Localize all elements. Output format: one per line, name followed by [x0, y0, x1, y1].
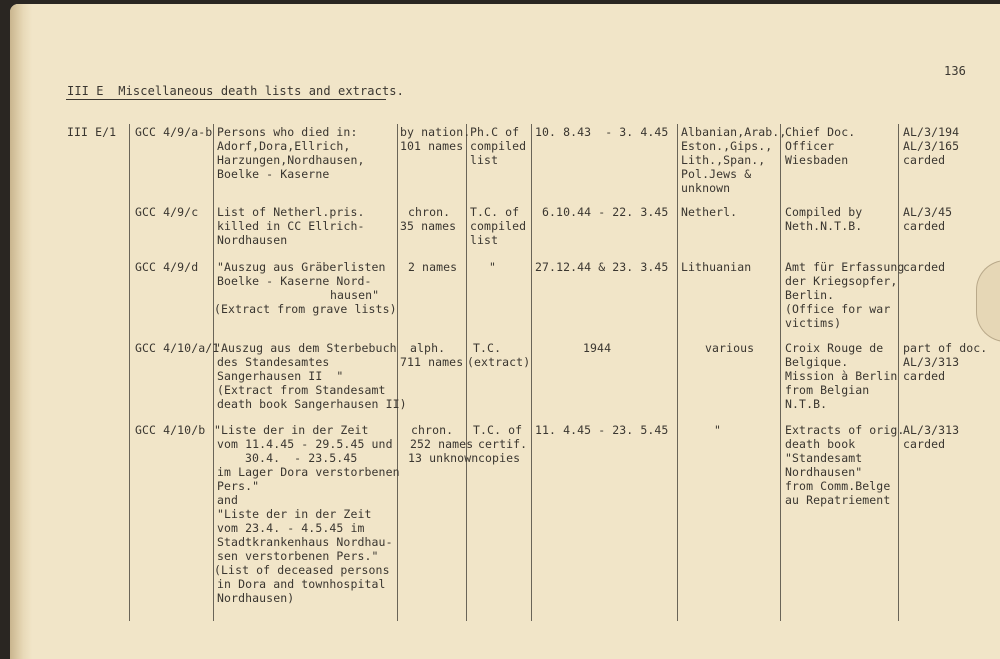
- row-description-line: List of Netherl.pris.: [217, 205, 365, 219]
- row-dates-line: 10. 8.43 - 3. 4.45: [535, 125, 669, 139]
- row-arrangement-line: 35 names: [400, 219, 457, 233]
- row-dates-line: 11. 4.45 - 23. 5.45: [535, 423, 669, 437]
- row-form-line: T.C. of: [470, 205, 520, 219]
- row-reference-line: AL/3/165: [903, 139, 960, 153]
- row-description-line: Nordhausen): [217, 591, 295, 605]
- column-rule: [898, 124, 899, 621]
- row-description-line: sen verstorbenen Pers.": [217, 549, 379, 563]
- document-page: [10, 4, 1000, 659]
- row-description-line: Adorf,Dora,Ellrich,: [217, 139, 351, 153]
- row-nationality-line: various: [705, 341, 755, 355]
- row-source-line: N.T.B.: [785, 397, 828, 411]
- row-source-line: Mission à Berlin: [785, 369, 898, 383]
- row-description-line: (List of deceased persons: [214, 563, 390, 577]
- row-ref: GCC 4/9/a-b: [135, 125, 213, 139]
- heading-underline: [66, 99, 386, 100]
- row-description-line: des Standesamtes: [217, 355, 330, 369]
- row-reference-line: AL/3/45: [903, 205, 953, 219]
- row-source-line: from Belgian: [785, 383, 870, 397]
- row-description-line: vom 11.4.45 - 29.5.45 und: [217, 437, 393, 451]
- row-source-line: Croix Rouge de: [785, 341, 884, 355]
- row-description-line: killed in CC Ellrich-: [217, 219, 365, 233]
- row-arrangement-line: 2 names: [408, 260, 458, 274]
- row-source-line: Chief Doc.: [785, 125, 856, 139]
- row-description-line: Nordhausen: [217, 233, 288, 247]
- row-source-line: (Office for war: [785, 302, 891, 316]
- row-form-line: compiled: [470, 139, 527, 153]
- row-description-line: Persons who died in:: [217, 125, 358, 139]
- column-rule: [397, 124, 398, 621]
- row-description-line: and: [217, 493, 239, 507]
- row-description-line: in Dora and townhospital: [217, 577, 386, 591]
- row-form-line: Ph.C of: [470, 125, 520, 139]
- row-ref: GCC 4/9/c: [135, 205, 199, 219]
- row-description-line: death book Sangerhausen II): [217, 397, 407, 411]
- row-description-line: Stadtkrankenhaus Nordhau-: [217, 535, 393, 549]
- row-description-line: Pers.": [217, 479, 260, 493]
- row-dates-line: 27.12.44 & 23. 3.45: [535, 260, 669, 274]
- row-ref: GCC 4/10/b: [135, 423, 206, 437]
- row-nationality-line: Albanian,Arab.,: [681, 125, 787, 139]
- row-form-line: T.C.: [473, 341, 502, 355]
- row-form-line: certif.: [478, 437, 528, 451]
- index-tab: [976, 260, 1000, 342]
- row-form-line: copies: [478, 451, 521, 465]
- row-form-line: (extract): [467, 355, 531, 369]
- row-description-line: Harzungen,Nordhausen,: [217, 153, 365, 167]
- row-arrangement-line: chron.: [408, 205, 451, 219]
- row-description-line: 30.4. - 23.5.45: [245, 451, 358, 465]
- row-source-line: Officer: [785, 139, 835, 153]
- row-form-line: T.C. of: [473, 423, 523, 437]
- row-reference-line: carded: [903, 153, 946, 167]
- row-nationality-line: ": [714, 423, 722, 437]
- column-rule: [531, 124, 532, 621]
- row-form-line: compiled: [470, 219, 527, 233]
- row-form-line: ": [489, 260, 497, 274]
- row-nationality-line: unknown: [681, 181, 731, 195]
- row-arrangement-line: alph.: [410, 341, 446, 355]
- row-nationality-line: Eston.,Gips.,: [681, 139, 773, 153]
- row-reference-line: part of doc.: [903, 341, 988, 355]
- row-description-line: "Liste der in der Zeit: [217, 507, 372, 521]
- page-number: 136: [944, 64, 966, 78]
- row-description-line: (Extract from grave lists): [214, 302, 397, 316]
- row-source-line: Berlin.: [785, 288, 835, 302]
- row-nationality-line: Lith.,Span.,: [681, 153, 766, 167]
- row-arrangement-line: 252 names: [410, 437, 474, 451]
- row-reference-line: AL/3/194: [903, 125, 960, 139]
- column-rule: [780, 124, 781, 621]
- row-nationality-line: Lithuanian: [681, 260, 752, 274]
- section-id: III E/1: [67, 125, 117, 139]
- row-nationality-line: Pol.Jews &: [681, 167, 752, 181]
- column-rule: [466, 124, 467, 621]
- binding-shadow: [10, 4, 32, 659]
- row-source-line: Extracts of orig.: [785, 423, 905, 437]
- row-dates-line: 6.10.44 - 22. 3.45: [542, 205, 669, 219]
- section-heading: III E Miscellaneous death lists and extracts.: [67, 84, 404, 98]
- row-source-line: au Repatriement: [785, 493, 891, 507]
- row-arrangement-line: 711 names: [400, 355, 464, 369]
- row-description-line: im Lager Dora verstorbenen: [217, 465, 400, 479]
- row-arrangement-line: 101 names: [400, 139, 464, 153]
- row-reference-line: AL/3/313: [903, 355, 960, 369]
- row-source-line: from Comm.Belge: [785, 479, 891, 493]
- row-dates-line: 1944: [583, 341, 612, 355]
- row-description-line: Boelke - Kaserne: [217, 167, 330, 181]
- row-source-line: Compiled by: [785, 205, 863, 219]
- row-description-line: Sangerhausen II ": [217, 369, 344, 383]
- column-rule: [213, 124, 214, 621]
- row-arrangement-line: 13 unknown: [408, 451, 479, 465]
- column-rule: [677, 124, 678, 621]
- row-description-line: vom 23.4. - 4.5.45 im: [217, 521, 365, 535]
- row-description-line: (Extract from Standesamt: [217, 383, 386, 397]
- row-arrangement-line: chron.: [411, 423, 454, 437]
- row-description-line: "Liste der in der Zeit: [214, 423, 369, 437]
- row-arrangement-line: by nation.: [400, 125, 471, 139]
- row-description-line: hausen": [330, 288, 380, 302]
- row-source-line: Amt für Erfassung: [785, 260, 905, 274]
- row-reference-line: carded: [903, 260, 946, 274]
- row-ref: GCC 4/10/a/1: [135, 341, 220, 355]
- row-form-line: list: [470, 153, 499, 167]
- row-reference-line: carded: [903, 219, 946, 233]
- row-source-line: victims): [785, 316, 842, 330]
- row-reference-line: AL/3/313: [903, 423, 960, 437]
- row-description-line: "Auszug aus Gräberlisten: [217, 260, 386, 274]
- row-nationality-line: Netherl.: [681, 205, 738, 219]
- column-rule: [129, 124, 130, 621]
- row-source-line: Wiesbaden: [785, 153, 849, 167]
- row-source-line: Belgique.: [785, 355, 849, 369]
- row-source-line: Nordhausen": [785, 465, 863, 479]
- row-source-line: Neth.N.T.B.: [785, 219, 863, 233]
- row-ref: GCC 4/9/d: [135, 260, 199, 274]
- row-source-line: der Kriegsopfer,: [785, 274, 898, 288]
- row-source-line: "Standesamt: [785, 451, 863, 465]
- row-reference-line: carded: [903, 369, 946, 383]
- row-reference-line: carded: [903, 437, 946, 451]
- row-description-line: "Auszug aus dem Sterbebuch: [214, 341, 397, 355]
- row-description-line: Boelke - Kaserne Nord-: [217, 274, 372, 288]
- row-source-line: death book: [785, 437, 856, 451]
- row-form-line: list: [470, 233, 499, 247]
